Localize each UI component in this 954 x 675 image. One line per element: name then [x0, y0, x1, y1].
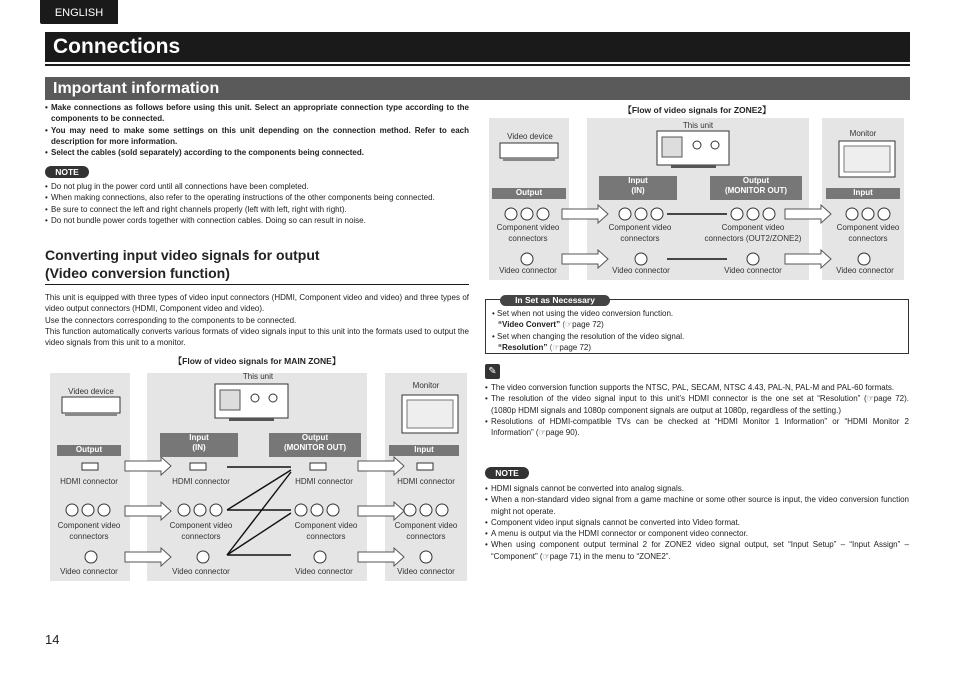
zone2-video-label: Video connector [499, 266, 557, 275]
note-badge: NOTE [45, 166, 89, 178]
component-zone2-line2: connectors (OUT2/ZONE2) [704, 233, 802, 243]
set-ref [492, 319, 902, 330]
zone2-component-label [486, 223, 570, 244]
section-subtitle: Important information [45, 77, 910, 100]
main-hdmi-label: HDMI connector [397, 477, 455, 486]
note2-bullet: • HDMI signals cannot be converted into analog signals. [485, 483, 909, 494]
main-video-label: Video connector [60, 567, 118, 576]
main-monitor-out-line2: (MONITOR OUT) [283, 443, 347, 452]
zone2-monitor-out-line1: Output [742, 176, 770, 185]
memo-bullet: • The video conversion function supports the NTSC, PAL, SECAM, NTSC 4.43, PAL-N, PAL-M and PAL-60 formats. [485, 382, 909, 393]
title-divider [45, 64, 910, 66]
main-monitor-label: Monitor [412, 381, 440, 390]
main-video-device-label: Video device [68, 387, 114, 396]
zone2-input-header-line1: Input [628, 176, 648, 185]
section-heading-line1: Converting input video signals for output [45, 247, 320, 263]
body-paragraph: This function automatically converts various formats of video signals input to this unit into the formats used to output the video signals from this unit to a monitor. [45, 326, 469, 348]
main-monitor-input-header: Input [389, 445, 459, 456]
main-zone-caption: 【Flow of video signals for MAIN ZONE】 [173, 356, 341, 366]
main-component-label [285, 521, 367, 542]
zone2-monitor-input-header: Input [826, 188, 900, 199]
intro-bullet: • Select the cables (sold separately) according to the components being connected. [45, 147, 469, 158]
zone2-input-header-line2: (IN) [631, 186, 645, 195]
set-as-necessary-content [492, 308, 902, 354]
component-zone2-line1: Component video [721, 223, 785, 232]
body-paragraph: This unit is equipped with three types of video input connectors (HDMI, Component video and video) and three types of video output connectors (HDMI, Component video and video). [45, 293, 469, 314]
note2-bullet: • Component video input signals cannot be converted into Video format. [485, 517, 909, 528]
zone2-video-label: Video connector [836, 266, 894, 275]
component-label-line1: Component video [169, 521, 233, 530]
signal-arrows [125, 457, 404, 566]
video-device-icon [500, 143, 558, 161]
av-receiver-icon [215, 384, 288, 421]
section-body [45, 292, 469, 348]
component-label-line1: Component video [608, 223, 672, 232]
set-line-text: Set when changing the resolution of the video signal. [497, 331, 685, 341]
page-number: 14 [45, 632, 60, 647]
zone2-this-unit-label: This unit [682, 121, 714, 130]
set-line: • Set when changing the resolution of the video signal. [492, 331, 685, 341]
component-label-line2: connectors [306, 531, 346, 541]
note2-bullet-list [485, 483, 909, 562]
zone2-caption: 【Flow of video signals for ZONE2】 [623, 105, 771, 115]
zone2-video-device-label: Video device [507, 132, 553, 141]
video-convert-link[interactable]: “Video Convert” [498, 320, 561, 330]
section-heading-line2: (Video conversion function) [45, 265, 230, 281]
set-as-necessary-badge: In Set as Necessary [500, 295, 610, 306]
memo-bullet: • The resolution of the video signal input to this unit’s HDMI connector is the one set at “Resolution” (☞page 72). (1080p HDMI signals and 1080p component signals are output at 1080p, regardless of the setting.) [485, 393, 909, 416]
component-label-line2: connectors [848, 233, 888, 243]
memo-bullet-list [485, 382, 909, 438]
language-tab[interactable]: ENGLISH [40, 0, 118, 24]
main-input-header-line1: Input [189, 433, 209, 442]
zone2-component-zone2-label [692, 223, 814, 244]
section-heading [45, 246, 469, 285]
main-component-label [48, 521, 130, 542]
note2-bullet: • When a non-standard video signal from a game machine or some other source is input, the video conversion function might not operate. [485, 494, 909, 517]
zone2-monitor-out-line2: (MONITOR OUT) [724, 186, 788, 195]
set-ref [492, 342, 902, 353]
main-component-label [160, 521, 242, 542]
main-video-label: Video connector [172, 567, 230, 576]
main-video-label: Video connector [397, 567, 455, 576]
note-badge: NOTE [485, 467, 529, 479]
page-ref[interactable]: page 72) [559, 343, 592, 353]
note2-bullet: • When using component output terminal 2 for ZONE2 video signal output, set “Input Setup” – “Input Assign” – “Component” (☞page 71) in the menu to “ZONE2”. [485, 539, 909, 562]
intro-bullet: • You may need to make some settings on this unit depending on the connection method. Refer to each description for more information. [45, 125, 469, 148]
main-this-unit-label: This unit [242, 372, 274, 381]
main-input-header-line2: (IN) [192, 443, 206, 452]
component-label-line1: Component video [496, 223, 560, 232]
monitor-icon [402, 395, 458, 433]
component-label-line1: Component video [294, 521, 358, 530]
component-label-line1: Component video [836, 223, 900, 232]
zone2-video-label: Video connector [612, 266, 670, 275]
component-label-line2: connectors [620, 233, 660, 243]
main-hdmi-label: HDMI connector [60, 477, 118, 486]
main-hdmi-label: HDMI connector [172, 477, 230, 486]
component-label-line2: connectors [406, 531, 446, 541]
memo-bullet: • Resolutions of HDMI-compatible TVs can be checked at “HDMI Monitor 1 Information” or “HDMI Monitor 2 Information” (☞page 90). [485, 416, 909, 439]
main-output-header: Output [57, 445, 121, 456]
note-bullet: • Do not bundle power cords together with connection cables. Doing so can result in noise. [45, 215, 469, 226]
intro-bullet-list [45, 102, 469, 158]
zone2-monitor-label: Monitor [849, 129, 877, 138]
note-bullet-list [45, 181, 469, 226]
zone2-output-header: Output [492, 188, 566, 199]
video-device-icon [62, 397, 120, 416]
component-label-line2: connectors [181, 531, 221, 541]
note2-bullet: • A menu is output via the HDMI connector or component video connector. [485, 528, 909, 539]
zone2-diagram-art [485, 128, 909, 278]
zone2-component-label [598, 223, 682, 244]
component-label-line2: connectors [69, 531, 109, 541]
book-ref-icon: (☞ [562, 320, 573, 330]
main-video-label: Video connector [295, 567, 353, 576]
page-ref[interactable]: page 72) [572, 320, 604, 330]
main-monitor-out-line1: Output [301, 433, 329, 442]
body-paragraph: Use the connectors corresponding to the components to be connected. [45, 315, 297, 325]
component-label-line1: Component video [394, 521, 458, 530]
main-component-label [385, 521, 467, 542]
pencil-icon: ✎ [485, 364, 500, 379]
monitor-icon [839, 141, 895, 177]
main-input-header [160, 433, 238, 457]
zone2-monitor-out-header [710, 176, 802, 200]
zone2-input-header [599, 176, 677, 200]
page-title: Connections [45, 32, 910, 62]
zone2-component-label [826, 223, 910, 244]
av-receiver-icon [657, 131, 729, 168]
main-hdmi-label: HDMI connector [295, 477, 353, 486]
zone2-video-label: Video connector [724, 266, 782, 275]
component-label-line1: Component video [57, 521, 121, 530]
main-monitor-out-header [269, 433, 361, 457]
set-line-text: Set when not using the video conversion function. [497, 309, 674, 318]
resolution-link[interactable]: “Resolution” [498, 343, 548, 353]
set-line: • Set when not using the video conversion function. [492, 309, 674, 318]
book-ref-icon: (☞ [549, 343, 560, 353]
component-label-line2: connectors [508, 233, 548, 243]
note-bullet: • When making connections, also refer to the operating instructions of the other components being connected. [45, 192, 469, 203]
intro-bullet: • Make connections as follows before using this unit. Select an appropriate connection type according to the components to be connected. [45, 102, 469, 125]
note-bullet: • Do not plug in the power cord until all connections have been completed. [45, 181, 469, 192]
note-bullet: • Be sure to connect the left and right channels properly (left with left, right with right). [45, 204, 469, 215]
